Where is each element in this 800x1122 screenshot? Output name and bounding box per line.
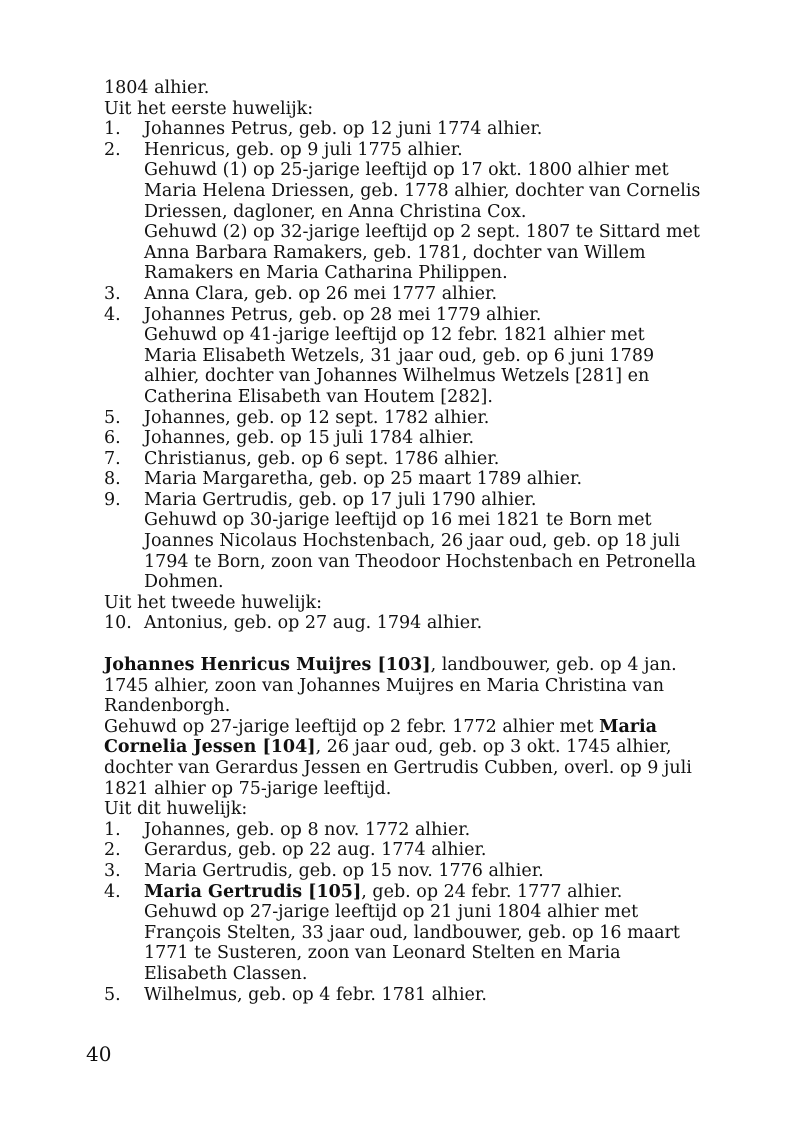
children-list bbox=[104, 820, 724, 882]
item-line: 1771 te Susteren, zoon van Leonard Stelten en Maria bbox=[144, 943, 621, 964]
item-number: 2. bbox=[104, 840, 121, 861]
item-number: 3. bbox=[104, 860, 121, 881]
child-name: Maria Gertrudis [105] bbox=[144, 881, 362, 902]
item-number: 4. bbox=[104, 304, 121, 325]
item-number: 1. bbox=[104, 119, 121, 140]
list-item bbox=[104, 284, 724, 305]
item-line: Catherina Elisabeth van Houtem [282]. bbox=[144, 386, 493, 407]
item-number: 5. bbox=[104, 984, 121, 1005]
person-line-1 bbox=[104, 655, 724, 676]
item-line: Driessen, dagloner, en Anna Christina Cox. bbox=[144, 201, 527, 222]
item-line: 1794 te Born, zoon van Theodoor Hochstenbach en Petronella bbox=[144, 551, 697, 572]
spouse-name-part2: Cornelia Jessen [104] bbox=[104, 737, 316, 758]
item-line: Joannes Nicolaus Hochstenbach, 26 jaar oud, geb. op 18 juli bbox=[144, 531, 680, 552]
list-item bbox=[104, 882, 724, 985]
list-item bbox=[104, 490, 724, 593]
list-item bbox=[104, 428, 724, 449]
marriage-line-4: 1821 alhier op 75-jarige leeftijd. bbox=[104, 778, 392, 799]
list-item bbox=[104, 469, 724, 490]
children-list-second-marriage bbox=[104, 613, 724, 634]
item-number: 4. bbox=[104, 881, 121, 902]
list-item bbox=[104, 861, 724, 882]
item-line: Dohmen. bbox=[144, 572, 224, 593]
child-birth: , geb. op 24 febr. 1777 alhier. bbox=[361, 881, 623, 902]
item-line: Johannes, geb. op 12 sept. 1782 alhier. bbox=[144, 407, 490, 428]
item-line: Gehuwd (1) op 25-jarige leeftijd op 17 okt. 1800 alhier met bbox=[144, 160, 669, 181]
list-item bbox=[104, 140, 724, 284]
item-line: Johannes, geb. op 8 nov. 1772 alhier. bbox=[144, 819, 471, 840]
person-line-3: Randenborgh. bbox=[104, 696, 231, 717]
item-line: Maria Helena Driessen, geb. 1778 alhier, dochter van Cornelis bbox=[144, 180, 701, 201]
item-number: 1. bbox=[104, 819, 121, 840]
item-number: 6. bbox=[104, 428, 121, 449]
item-line: Maria Gertrudis, geb. op 17 juli 1790 alhier. bbox=[144, 489, 537, 510]
item-line: François Stelten, 33 jaar oud, landbouwer, geb. op 16 maart bbox=[144, 922, 680, 943]
item-number: 2. bbox=[104, 139, 121, 160]
list-item bbox=[104, 408, 724, 429]
item-line: Wilhelmus, geb. op 4 febr. 1781 alhier. bbox=[144, 984, 487, 1005]
item-line: Johannes Petrus, geb. op 12 juni 1774 alhier. bbox=[144, 119, 543, 140]
person-line-2: 1745 alhier, zoon van Johannes Muijres en Maria Christina van bbox=[104, 675, 664, 696]
person-name: Johannes Henricus Muijres [103] bbox=[104, 655, 431, 676]
marriage-line-1 bbox=[104, 717, 724, 738]
item-number: 8. bbox=[104, 469, 121, 490]
item-line: Maria Gertrudis, geb. op 15 nov. 1776 alhier. bbox=[144, 860, 544, 881]
person-description: , landbouwer, geb. op 4 jan. bbox=[430, 655, 677, 676]
item-line: alhier, dochter van Johannes Wilhelmus Wetzels [281] en bbox=[144, 366, 650, 387]
list-item bbox=[104, 613, 724, 634]
item-line: Maria Margaretha, geb. op 25 maart 1789 alhier. bbox=[144, 469, 583, 490]
item-line: Johannes, geb. op 15 juli 1784 alhier. bbox=[144, 428, 475, 449]
item-line: Gehuwd (2) op 32-jarige leeftijd op 2 sept. 1807 te Sittard met bbox=[144, 222, 700, 243]
spouse-name-part1: Maria bbox=[599, 716, 658, 737]
list-item bbox=[104, 820, 724, 841]
second-marriage-heading: Uit het tweede huwelijk: bbox=[104, 592, 323, 613]
marriage-text: Gehuwd op 27-jarige leeftijd op 2 febr. 1772 alhier met bbox=[104, 716, 600, 737]
spouse-description: , 26 jaar oud, geb. op 3 okt. 1745 alhier, bbox=[315, 737, 672, 758]
item-line: Gerardus, geb. op 22 aug. 1774 alhier. bbox=[144, 840, 487, 861]
children-list-first-marriage bbox=[104, 119, 724, 593]
item-number: 3. bbox=[104, 283, 121, 304]
children-heading: Uit dit huwelijk: bbox=[104, 799, 248, 820]
paragraph-spacer bbox=[104, 634, 724, 655]
item-line: Gehuwd op 41-jarige leeftijd op 12 febr. 1821 alhier met bbox=[144, 325, 645, 346]
first-marriage-heading: Uit het eerste huwelijk: bbox=[104, 98, 314, 119]
list-item bbox=[104, 119, 724, 140]
item-line: Maria Elisabeth Wetzels, 31 jaar oud, geb. op 6 juni 1789 bbox=[144, 345, 655, 366]
item-line: Antonius, geb. op 27 aug. 1794 alhier. bbox=[144, 613, 483, 634]
item-line: Johannes Petrus, geb. op 28 mei 1779 alhier. bbox=[144, 304, 542, 325]
item-number: 9. bbox=[104, 489, 121, 510]
item-line: Christianus, geb. op 6 sept. 1786 alhier. bbox=[144, 448, 500, 469]
item-line: Ramakers en Maria Catharina Philippen. bbox=[144, 263, 508, 284]
document-page bbox=[104, 78, 724, 1005]
item-line: Henricus, geb. op 9 juli 1775 alhier. bbox=[144, 139, 463, 160]
person-entry bbox=[104, 655, 724, 820]
item-line: Elisabeth Classen. bbox=[144, 963, 308, 984]
page-number: 40 bbox=[86, 1042, 112, 1066]
item-line: Anna Clara, geb. op 26 mei 1777 alhier. bbox=[144, 283, 498, 304]
item-line: Anna Barbara Ramakers, geb. 1781, dochter van Willem bbox=[144, 242, 646, 263]
continuation-line: 1804 alhier. bbox=[104, 78, 210, 98]
marriage-line-3: dochter van Gerardus Jessen en Gertrudis Cubben, overl. op 9 juli bbox=[104, 758, 692, 778]
list-item bbox=[104, 305, 724, 408]
item-line: Gehuwd op 30-jarige leeftijd op 16 mei 1821 te Born met bbox=[144, 510, 652, 531]
list-item bbox=[104, 449, 724, 470]
item-number: 7. bbox=[104, 448, 121, 469]
list-item bbox=[104, 840, 724, 861]
marriage-line-2 bbox=[104, 737, 724, 758]
item-number: 10. bbox=[104, 613, 132, 634]
item-line: Gehuwd op 27-jarige leeftijd op 21 juni 1804 alhier met bbox=[144, 902, 639, 923]
item-number: 5. bbox=[104, 407, 121, 428]
list-item bbox=[104, 985, 724, 1006]
item-line bbox=[144, 882, 724, 903]
